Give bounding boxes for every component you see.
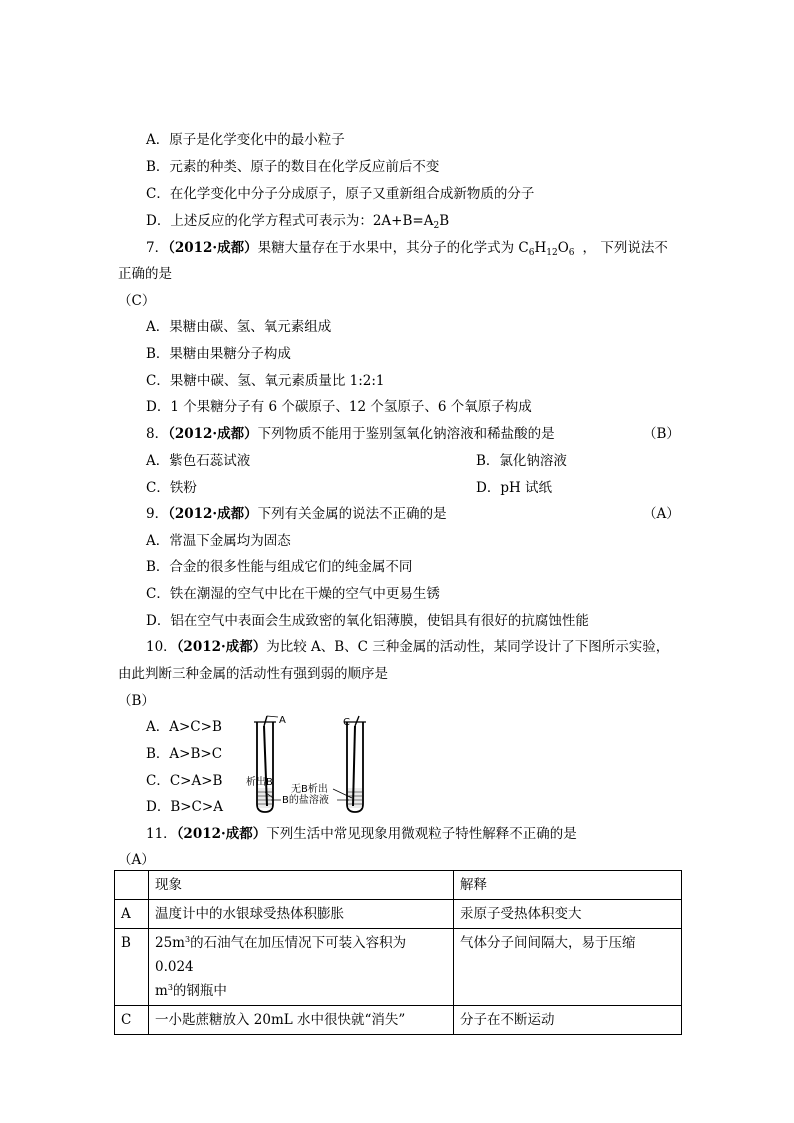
q7-option-b: B．果糖由果糖分子构成 — [146, 346, 291, 362]
q11-answer: （A） — [118, 852, 155, 868]
table-cell-phenomenon: 一小匙蔗糖放入 20mL 水中很快就“消失” — [149, 1006, 454, 1035]
q6-option-d-text: D．上述反应的化学方程式可表示为：2A+B=A — [146, 213, 434, 229]
q7-stem-line1 — [146, 239, 668, 257]
table-cell-explanation: 气体分子间间隔大，易于压缩 — [454, 929, 682, 1006]
q8-option-d: D．pH 试纸 — [476, 480, 553, 496]
q8-source-tag: （2012·成都） — [168, 426, 258, 442]
table-cell-phenomenon: 温度计中的水银球受热体积膨胀 — [149, 900, 454, 929]
q9-stem-text: 下列有关金属的说法不正确的是 — [257, 506, 447, 522]
phen-part-4: 的钢瓶中 — [172, 983, 227, 999]
phen-part-2: 的石油气在加压情况下可装入容积为 0.024 — [155, 935, 407, 975]
q8-answer: （B） — [643, 426, 680, 442]
q10-option-b: B．A>B>C — [146, 746, 223, 762]
q11-stem — [146, 825, 577, 843]
q11-number: 11． — [146, 826, 177, 842]
table-row-label: B — [115, 929, 149, 1006]
q10-answer: （B） — [118, 693, 155, 709]
table-row — [115, 929, 682, 1006]
label-a: A — [279, 715, 286, 726]
test-tube-experiment-figure — [245, 712, 385, 816]
phen-sup-1: 3 — [184, 935, 191, 944]
q6-option-d-subscript: 2 — [433, 221, 440, 231]
q7-option-a: A．果糖由碳、氢、氧元素组成 — [146, 319, 332, 335]
q7-stem-tail: ， 下列说法不 — [582, 240, 668, 256]
q8-option-b: B．氯化钠溶液 — [476, 453, 567, 469]
q10-source-tag: （2012·成都） — [176, 639, 267, 655]
q7-stem-line2: 正确的是 — [118, 266, 172, 282]
phen-sup-2: 3 — [167, 983, 173, 992]
table-header-explanation: 解释 — [454, 871, 682, 900]
q10-option-d: D．B>C>A — [146, 799, 223, 815]
q11-source-tag: （2012·成都） — [176, 826, 267, 842]
q9-stem — [146, 505, 447, 523]
q8-number: 8． — [146, 426, 169, 442]
q9-answer: （A） — [643, 506, 680, 522]
label-b-precipitates: 析出B — [246, 777, 273, 788]
q8-stem — [146, 425, 555, 443]
q10-option-c: C．C>A>B — [146, 773, 223, 789]
q10-stem-text: 为比较 A、B、C 三种金属的活动性，某同学设计了下图所示实验， — [266, 639, 670, 655]
phen-part-1: 25m — [155, 935, 185, 951]
q7-formula-sub-o: 6 — [568, 248, 575, 258]
q10-stem-line2: 由此判断三种金属的活动性有强到弱的顺序是 — [118, 666, 388, 682]
q8-option-a: A．紫色石蕊试液 — [146, 453, 251, 469]
q7-formula-o: O — [557, 240, 569, 256]
q9-option-a: A．常温下金属均为固态 — [146, 533, 291, 549]
q7-formula-sub-h: 12 — [546, 248, 558, 258]
q7-answer: （C） — [118, 293, 156, 309]
q7-formula-h: H — [534, 240, 547, 256]
q7-source-tag: （2012·成都） — [168, 240, 258, 256]
label-b-salt-solution: B的盐溶液 — [282, 795, 329, 806]
q9-option-c: C．铁在潮湿的空气中比在干燥的空气中更易生锈 — [146, 586, 440, 602]
table-cell-explanation: 汞原子受热体积变大 — [454, 900, 682, 929]
label-no-b-precipitate: 无B析出 — [291, 784, 328, 795]
q9-source-tag: （2012·成都） — [168, 506, 258, 522]
q11-stem-text: 下列生活中常见现象用微观粒子特性解释不正确的是 — [266, 826, 577, 842]
table-cell-phenomenon — [149, 929, 454, 1006]
q9-number: 9． — [146, 506, 169, 522]
table-header-row — [115, 871, 682, 900]
q6-option-c: C．在化学变化中分子分成原子，原子又重新组合成新物质的分子 — [146, 186, 535, 202]
q6-option-d-end: B — [439, 213, 450, 229]
table-row — [115, 900, 682, 929]
table-header-phenomenon: 现象 — [149, 871, 454, 900]
q6-option-d — [146, 212, 449, 230]
q6-option-b: B．元素的种类、原子的数目在化学反应前后不变 — [146, 159, 440, 175]
q10-number: 10． — [146, 639, 177, 655]
q6-option-a: A．原子是化学变化中的最小粒子 — [146, 132, 345, 148]
q7-number: 7． — [146, 240, 169, 256]
table-row-label: C — [115, 1006, 149, 1035]
table-cell-explanation: 分子在不断运动 — [454, 1006, 682, 1035]
q9-option-b: B．合金的很多性能与组成它们的纯金属不同 — [146, 559, 413, 575]
q8-stem-text: 下列物质不能用于鉴别氢氧化钠溶液和稀盐酸的是 — [257, 426, 555, 442]
table-row — [115, 1006, 682, 1035]
table-row-label: A — [115, 900, 149, 929]
q10-option-a: A．A>C>B — [146, 719, 222, 735]
q7-formula-sub-c: 6 — [528, 248, 535, 258]
q9-option-d: D．铝在空气中表面会生成致密的氧化铝薄膜，使铝具有很好的抗腐蚀性能 — [146, 613, 589, 629]
phen-part-3: m — [155, 983, 168, 999]
q10-stem-line1 — [146, 638, 669, 656]
label-c: C — [343, 717, 350, 728]
q7-stem-text: 果糖大量存在于水果中，其分子的化学式为 C — [257, 240, 529, 256]
q7-option-d: D．1 个果糖分子有 6 个碳原子、12 个氢原子、6 个氧原子构成 — [146, 399, 532, 415]
q7-option-c: C．果糖中碳、氢、氧元素质量比 1:2:1 — [146, 373, 385, 389]
table-header-blank — [115, 871, 149, 900]
q11-table — [114, 870, 682, 1035]
q8-option-c: C．铁粉 — [146, 480, 197, 496]
